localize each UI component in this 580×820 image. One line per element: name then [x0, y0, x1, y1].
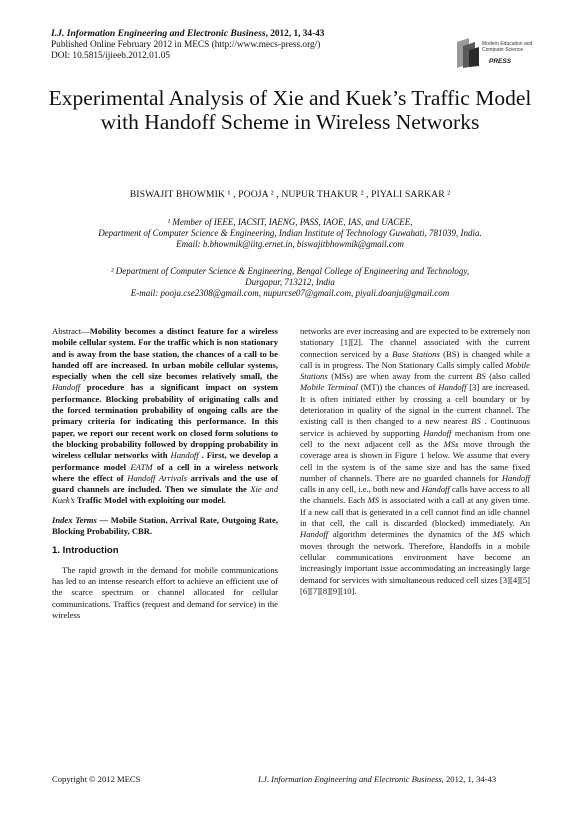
introduction-text: The rapid growth in the demand for mobile communications has led to an intense research effort to achieve an efficient use of the scarce spectrum or channel allocated for cellular communications. Traffics (request and demand for service) in the wireless	[52, 564, 278, 620]
footer-journal-name: I.J. Information Engineering and Electronic Business,	[258, 774, 444, 784]
right-column	[300, 326, 530, 597]
abstract-text: of a cell in a wireless network where the effect of	[52, 461, 279, 483]
index-terms-label: Index Terms —	[52, 514, 109, 525]
logo-text: Modern Education and Computer Science	[482, 41, 533, 53]
footer-issue: 2012, 1, 34-43	[443, 774, 497, 784]
doi-line: DOI: 10.5815/ijieeb.2012.01.05	[51, 51, 171, 61]
body-text: is associated with a call at any given time. If a new call that is generated in a cell cannot find an idle channel in that cell, the call is discarded (blocked) immediately. An	[300, 495, 530, 529]
body-term: BS	[476, 371, 486, 382]
body-term: MS	[492, 529, 505, 540]
abstract-term: Xie and Kuek’s	[52, 484, 278, 506]
abstract-term: Handoff	[52, 382, 81, 393]
body-text: calls have access to all the channels. Each	[300, 484, 530, 506]
abstract-text: . First, we develop a performance model	[52, 450, 278, 472]
journal-header	[51, 28, 451, 62]
affiliation-1-line-3: Email: b.bhowmik@iitg.ernet.in, biswajitbhowmik@gmail.com	[176, 239, 404, 250]
abstract-text: procedure has a significant impact on system performance. Blocking probability of originating calls and the forced termination probability of ongoing calls are the primary criteria for indicating this performance. In this paper, we report our recent work on closed form solutions to the blocking probability followed by dropping probability in wireless cellular networks with	[52, 382, 278, 461]
body-text: which moves through the network. Therefore, Handoffs in a mobile cellular communications environment have become an increasingly important issue accommodating an increasingly large demand for services with simultaneous reduced cell sizes [3][4][5][6][7][8][9][10].	[300, 529, 531, 596]
affiliation-1	[30, 217, 550, 251]
abstract-label: Abstract—	[52, 326, 90, 336]
index-terms-text: Mobile Station, Arrival Rate, Outgoing Rate, Blocking Probability, CBR.	[52, 514, 278, 537]
footer-copyright: Copyright © 2012 MECS	[52, 774, 141, 784]
paper-title: Experimental Analysis of Xie and Kuek’s Traffic Model with Handoff Scheme in Wireless Networks	[48, 86, 532, 134]
index-terms	[52, 515, 278, 538]
body-term: Handoff	[438, 382, 467, 393]
abstract	[52, 326, 278, 507]
affiliation-1-line-1: ¹ Member of IEEE, IACSIT, IAENG, PASS, IAOE, IAS, and UACEE,	[167, 217, 413, 227]
abstract-text: Mobility becomes a distinct feature for a wireless mobile cellular system. For the traffic which is non stationary and is away from the base station, the chances of a call to be handed off are increased. In urban mobile cellular systems, especially when the cell size becomes relatively small, the	[52, 326, 278, 382]
body-text: (MT)) the chances of	[357, 382, 439, 393]
body-text: (also called	[485, 371, 530, 382]
body-term: Handoff	[300, 529, 329, 540]
body-text: algorithm determines the dynamics of the	[328, 529, 493, 540]
body-term: Mobile Terminal	[300, 382, 358, 393]
affiliation-2	[30, 266, 550, 300]
body-term: Handoff	[423, 427, 452, 438]
introduction-continued	[300, 326, 530, 597]
affiliation-2-line-1: ² Department of Computer Science & Engineering, Bengal College of Engineering and Technology,	[110, 266, 470, 276]
body-term: Handoff	[421, 484, 450, 495]
body-text: (BS) is changed while a call is in progress. The Non Stationary Calls simply called	[300, 348, 530, 370]
affiliation-1-line-2: Department of Computer Science & Engineering, Indian Institute of Technology Guwahati, 781039, India.	[98, 228, 482, 239]
body-text: calls in any cell, i.e., both new and	[300, 484, 422, 495]
body-term: Base Stations	[392, 348, 440, 359]
body-text: (MSs) are when away from the current	[327, 371, 477, 382]
body-text: networks are ever increasing and are expected to be extremely non stationary [1][2]. The channel associated with the current connection serviced by a	[300, 326, 530, 359]
mecs-logo-icon	[455, 38, 481, 68]
abstract-text: Traffic Model with exploiting our model.	[74, 495, 226, 506]
affiliation-2-line-3: E-mail: pooja.cse2308@gmail.com, nupurcse07@gmail.com, piyali.doanju@gmail.com	[130, 288, 450, 299]
body-term: MS	[367, 495, 380, 506]
body-term: Mobile Stations	[300, 359, 530, 382]
body-text: [3] are increased. It is often initiated either by crossing a cell boundary or by deterioration in quality of the signal in the current channel. The existing call is then changed to a new nearest	[300, 382, 530, 427]
affiliation-2-line-2: Durgapur, 713212, India	[245, 277, 335, 288]
published-line: Published Online February 2012 in MECS (http://www.mecs-press.org/)	[51, 40, 321, 50]
body-text: mechanism from one cell to the next adjacent cell as the	[300, 427, 530, 449]
abstract-term: Handoff	[170, 450, 199, 461]
section-heading-introduction: 1. Introduction	[52, 545, 119, 557]
body-term: Handoff	[501, 472, 530, 483]
journal-issue: , 2012, 1, 34-43	[265, 29, 325, 39]
publisher-logo	[455, 34, 535, 74]
body-term: BS	[471, 416, 481, 427]
body-text: . Continuous service is achieved by supporting	[300, 416, 531, 438]
footer-journal	[258, 774, 496, 784]
body-text: move through the coverage area is shown in Figure 1 below. We assume that every cell in the system is of the same size and has the same fixed number of channels. There are no guarded channels for	[300, 438, 530, 483]
logo-press: PRESS	[489, 58, 512, 65]
author-list: BISWAJIT BHOWMIK ¹ , POOJA ² , NUPUR THAKUR ² , PIYALI SARKAR ²	[129, 189, 451, 200]
body-term: MSs	[443, 438, 459, 449]
abstract-text: arrivals and the use of guard channels are included. Then we simulate the	[52, 472, 278, 495]
abstract-term: EATM	[130, 461, 153, 472]
journal-name: I.J. Information Engineering and Electronic Business	[51, 28, 266, 39]
left-column	[52, 326, 278, 621]
abstract-term: Handoff Arrivals	[127, 472, 188, 483]
